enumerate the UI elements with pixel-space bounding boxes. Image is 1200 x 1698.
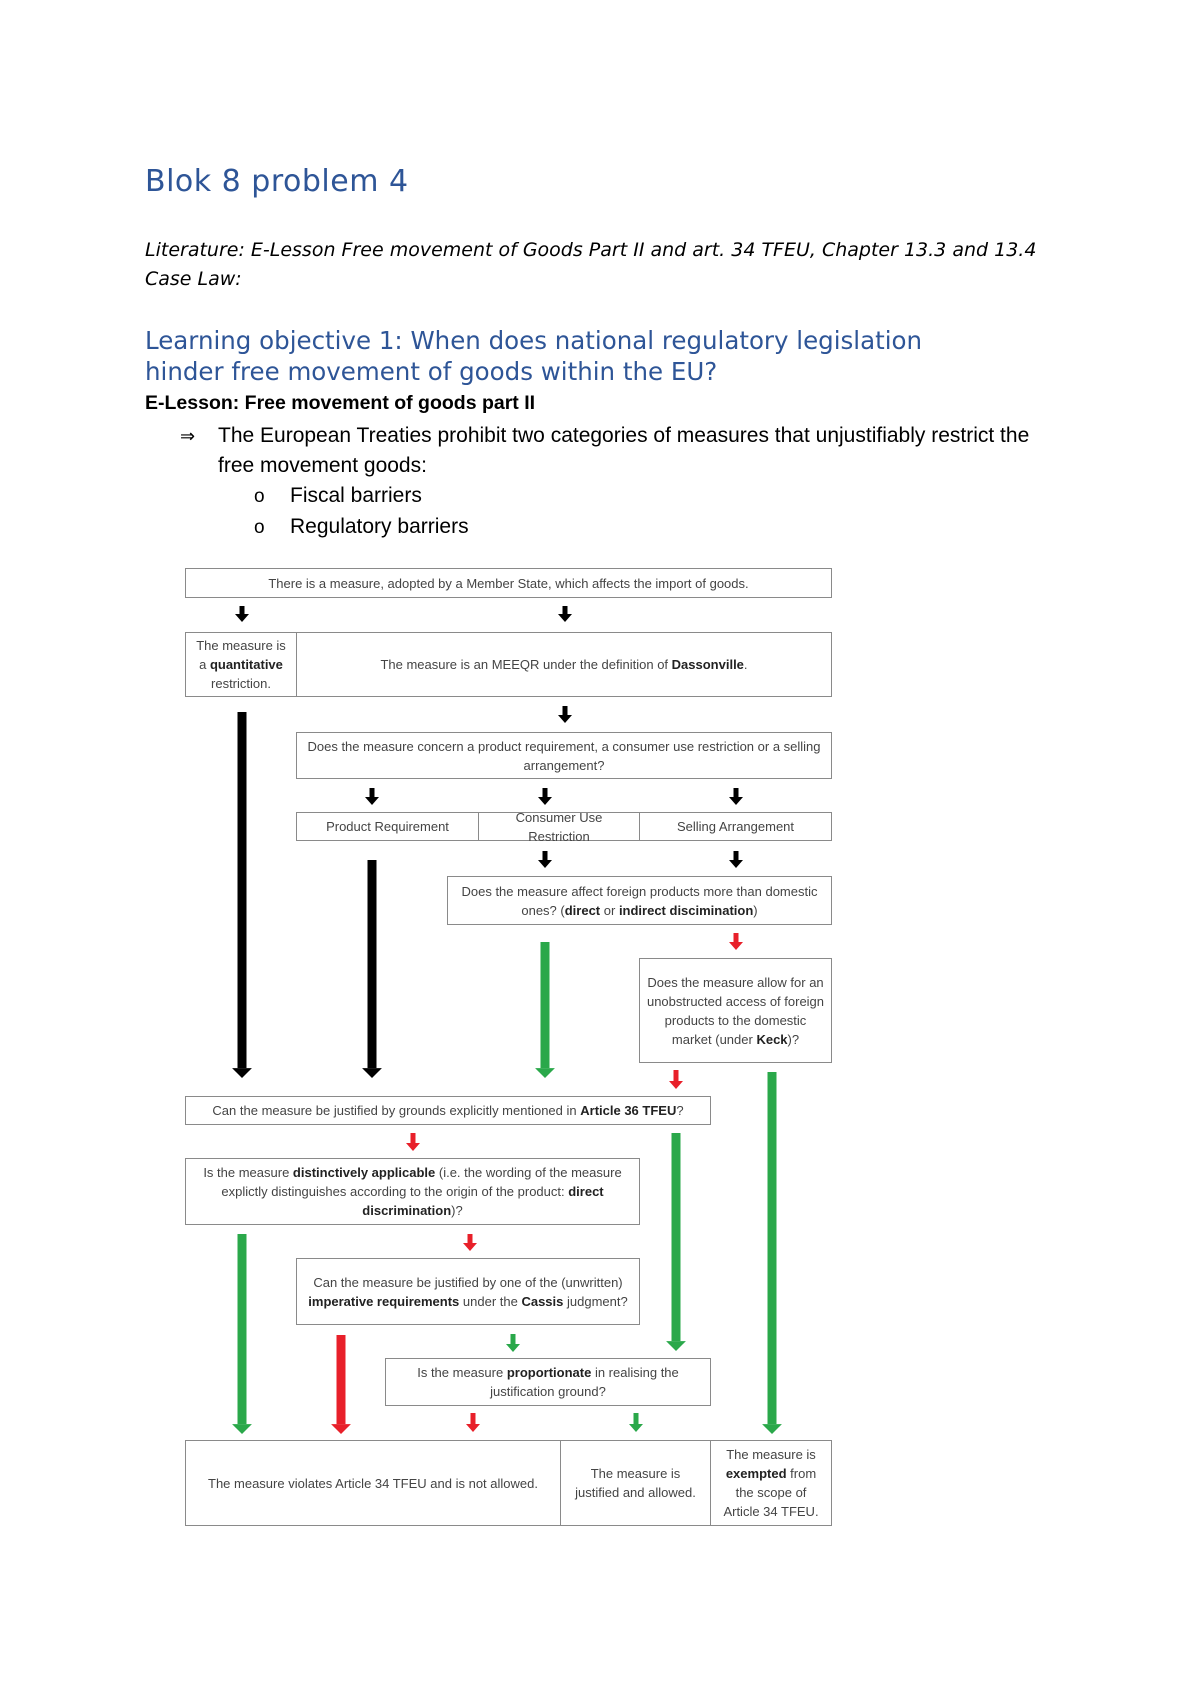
red-long-arrow-15 [331,1335,351,1434]
page-title: Blok 8 problem 4 [145,164,409,199]
box-text: Does the measure concern a product requirement, a consumer use restriction or a selling arrangement? [307,738,821,773]
black-arrow-0 [235,606,249,622]
box-cassis-question [296,1258,640,1325]
black-arrow-5 [729,788,743,805]
sub-bullet-text: Regulatory barriers [290,515,469,538]
black-arrow-6 [538,851,552,868]
green-long-arrow-18 [535,942,555,1078]
box-article-36-question [185,1096,711,1125]
green-arrow-16 [506,1334,520,1352]
black-arrow-2 [558,706,572,723]
bullet-text: The European Treaties prohibit two categories of measures that unjustifiably restrict the free movement goods: [218,424,1030,477]
box-measure-start [185,568,832,598]
box-text: Can the measure be justified by grounds explicitly mentioned in Article 36 TFEU? [212,1103,684,1118]
box-text: The measure is an MEEQR under the definition of Dassonville. [380,657,748,672]
black-arrow-1 [558,606,572,622]
box-text: Product Requirement [326,819,449,834]
box-text: Is the measure distinctively applicable (i.e. the wording of the measure explictly distinguishes according to the origin of the product: direct discrimination)? [203,1165,622,1218]
box-outcome-violates [185,1440,561,1526]
arrow-bullet-icon: ⇒ [180,426,196,446]
box-text: Does the measure allow for an unobstructed access of foreign products to the domestic market (under Keck)? [646,974,825,1047]
box-text: There is a measure, adopted by a Member State, which affects the import of goods. [268,575,749,591]
box-selling-arrangement [639,812,832,841]
green-long-arrow-20 [232,1234,252,1434]
black-arrow-3 [365,788,379,805]
black-arrow-4 [538,788,552,805]
box-quantitative-restriction [185,632,297,697]
case-law-line: Case Law: [145,268,242,290]
box-distinctively-applicable-question [185,1158,640,1225]
red-arrow-10 [729,933,743,950]
box-foreign-products-question [447,876,832,925]
box-text: The measure is a quantitative restriction. [196,638,286,691]
box-text: The measure violates Article 34 TFEU and is not allowed. [208,1475,538,1491]
elesson-heading: E-Lesson: Free movement of goods part II [145,392,536,414]
box-product-requirement [296,812,479,841]
red-arrow-12 [406,1133,420,1151]
circle-bullet-icon: o [254,517,265,538]
box-proportionate-question [385,1358,711,1406]
black-arrow-7 [729,851,743,868]
lo-line-2: hinder free movement of goods within the EU? [145,357,718,386]
box-text: Is the measure proportionate in realising the justification ground? [417,1365,679,1399]
box-outcome-justified [560,1440,711,1526]
circle-bullet-icon: o [254,486,265,507]
box-outcome-exempted [710,1440,832,1526]
box-meeqr-dassonville [296,632,832,697]
green-long-arrow-21 [762,1072,782,1434]
red-arrow-13 [463,1234,477,1251]
box-concern-question [296,732,832,779]
red-arrow-11 [669,1070,683,1089]
red-arrow-14 [466,1413,480,1432]
box-text: Consumer Use Restriction [515,809,603,844]
box-consumer-use-restriction [478,809,640,844]
literature-line: Literature: E-Lesson Free movement of Goods Part II and art. 34 TFEU, Chapter 13.3 and 13.4 [145,239,1037,261]
box-keck-question [639,958,832,1063]
box-text: Selling Arrangement [676,819,795,834]
sub-bullet-text: Fiscal barriers [290,484,422,507]
lo-line-1: Learning objective 1: When does national regulatory legislation [145,326,923,355]
black-long-arrow-9 [362,860,382,1078]
black-long-arrow-8 [232,712,252,1078]
box-text: The measure is justified and allowed. [575,1466,696,1500]
box-text: Can the measure be justified by one of the (unwritten) imperative requirements under the Cassis judgment? [308,1274,628,1309]
green-arrow-17 [629,1413,643,1432]
box-text: Does the measure affect foreign products more than domestic ones? (direct or indirect discimination) [461,883,818,918]
box-text: The measure is exempted from the scope of Article 34 TFEU. [723,1447,819,1519]
green-long-arrow-19 [666,1133,686,1351]
